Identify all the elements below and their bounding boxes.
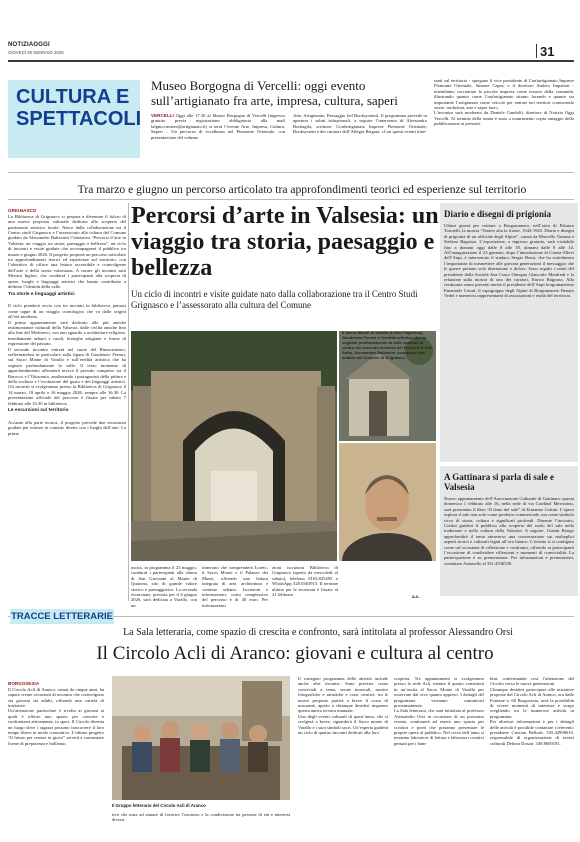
sidebar-prigionia	[440, 203, 578, 462]
circolo-subtitle: La Sala letteraria, come spazio di crescita e confronto, sarà intitolata al professor Alessandro Orsi	[123, 627, 513, 638]
sidebar-gattinara-body: Nuovo appuntamento dell’Associazione Culturale di Gattinara: questa domenica 1 febbraio alle 16, nella sede di via Cardinal Mercurino, sarà presentato il libro “Il dono del sale” di Ermanno Cottini. L’opera esplora il sale non solo come prodotto commerciale, ma come simbolo ricco di storia, cultura e significati profondi. Durante l’incontro, Cottini guiderà il pubblico alla scoperta del ruolo del sale nella tradizione e nella cultura della Valsesia. A seguire, Gianni Rongo approfondirà il tema attraverso una conversazione sui molteplici aspetti storici e culturali legati all’oro bianco. L’evento si si configura come un’occasione di riflessione e confronto, offrendo ai partecipanti l’occasione di condividere riflessioni e momenti di convivialità. La partecipazione è su prenotazione. Per informazioni e prenotazioni, contattare Antonello al 331.4536539.	[444, 496, 574, 566]
circolo-kicker: BORGOSESIA	[8, 681, 40, 687]
museo-kicker: VERCELLI	[151, 113, 174, 118]
column-rule	[128, 203, 129, 601]
main-strap: Tra marzo e giugno un percorso articolato tra approfondimenti teorici ed esperienze sul territorio	[77, 183, 527, 196]
issue-date: GIOVEDÌ 29 GENNAIO 2026	[8, 50, 64, 55]
main-left-p1: La Biblioteca di Grignasco si prepara a diventare il fulcro di una nuova proposta culturale dedicata alla scoperta del patrimonio artistico locale. Nasce dalla collaborazione tra il Centro studi Grignasco e l’assessorato alla cultura del Comune guidato da Alessandro Baltzarini l’iniziativa “Percorsi d’arte in Valsesia: un viaggio tra storia, paesaggio e bellezza”, un ciclo di incontri e visite guidate che accompagnerà il pubblico tra marzo e giugno 2026. Il progetto propone un percorso articolato tra approfondimenti teorici ed esperienze sul territorio, con l’obiettivo di offrire una lettura accessibile e coinvolgente dell’arte e della storia valsesiana. A curare gli incontri sarà Monica Ingleri, che condurrà i partecipanti alla scoperta di opere, luoghi e linguaggi artistici che hanno contribuito a definire l’identità della valle.	[8, 213, 126, 290]
masthead-title: NOTIZIAOGGI	[8, 42, 50, 48]
strap-rule	[8, 199, 574, 200]
page-number: 31	[540, 44, 555, 59]
main-bottom-col-3: zioni iscrizioni Biblioteca di Grignasco (aperta da mercoledì al sabato), telefono 0163.825495 o WhatsApp 328.0363915. Il termine ultimo per le iscrizioni è fissato al 21 febbraio.	[272, 565, 338, 598]
section-divider	[8, 172, 574, 173]
section-label-line1: CULTURA E	[16, 86, 130, 108]
main-bottom-col-1: uscita, in programma il 23 maggio, condurrà i partecipanti alla chiesa di San Giovanni al Monte di Quarona, sito di grande valore storico e paesaggistico. La seconda escursione, prevista per il 6 giugno 2026, sarà dedicata a Varallo, con un	[131, 565, 197, 608]
museo-col1-text: Oggi alle 17.30 al Museo Borgogna di Vercelli (ingresso gratuito previa registrazione obbligatoria alla mail lalgmcr.museo@artigianato.it) si terrà l’evento Arte, Impresa, Cultura, Saperi – Un percorso di eccellenza nel Piemonte Orientale, con presentazione del volume	[151, 113, 285, 140]
main-bottom-col-2: itinerario che comprenderà Loreto, il Sacro Monte e il Palazzo dei Musei, offrendo una lettura integrata di arte, architettura e contesto urbano. Iscrizioni e informazioni: costo complessivo del percorso è di 40 euro. Per informazioni	[202, 565, 268, 608]
museo-col-1	[151, 113, 285, 140]
circolo-col1-text: Il Circolo Acli di Aranco, ormai da cinque anni, ha saputo creare occasioni di incontro che coinvolgono sia giovani sia adulti, offrendo una varietà di iniziative. Un’attenzione particolare è rivolta ai giovani ai quali è offerto uno spazio per crescere e confrontarsi attivamente, in sport. Il Circolo diventa un luogo dove i ragazzi possono trascorrere il loro tempo libero in modo costruttivo. L’ultimo progetto “Il futuro per restare in gioco” servirà a contrastare forme di prepotenza e bullismo.	[8, 686, 104, 746]
header-rule	[8, 60, 574, 62]
museo-col-2: Arte, Artigianato, Paesaggio (ed Booksystem). Il programma prevede in apertura i saluti istituzionali, a seguire l’intervento di Alessandro Borbaglia, scrittore; Confartigianato Imprese Piemonte Orientale; Booksystem e dei curatori dell’Allegra Brigata. «Con questi eventi itine-	[293, 113, 427, 135]
circolo-col-4: scoperta. Tre appuntamenti si svolgeranno presso la sede Acli, mentre il quarto consisterà in un’uscita al Sacro Monte di Varallo per osservare dal vivo quanto appreso. I dettagli del programma verranno comunicati prossimamente. La Sala letteraria, che sarà intitolata al professor Alessandro Orsi in occasione di un prossimo evento, continuerà ad essere uno spazio per scrittori e poeti che potranno presentare le proprie opere al pubblico. Nel corso dell’anno si terranno laboratori di lettura e laboratori creativi pensati per i bam-	[394, 676, 484, 746]
circolo-col-2: tivo che mira ad aiutare di favorire l’incontro e la condivisione tra persone di età e interessi diversi.	[112, 812, 290, 823]
sidebar-prigionia-body: Ultimi giorni per visitare a Borgomanero, nell’atrio di Palazzo Tornielli, la mostra “Tenere alta la fronte. 1943-1945. Diario e disegni di prigionia di un ufficiale degli Alpini”, curata da Marcello Vanaria e Stefano Ragozza. L’esposizione, a ingresso gratuito, sarà visitabile fino a domani oggi dalle 8 alle 18, domani dalle 8 alle 14. All’inaugurazione il 23 gennaio, dopo l’introduzione di Cinzia Allevi dell’Anpi, è intervenuto il sindaco Sergio Bossi, che ha sottolineato l’importanza di trasmettere alle giovani generazioni il messaggio che le guerre portano solo distruzione e dolore. Sono seguiti i saluti del presidente della Società Ana Cusio Omegna Giancarlo Manfredi e la relazione sulla mostra di uno dei curatori, Enrico Ragozza. Alla cerimonia erano presenti anche il presidente dell’Anpi borgomanerese Emanuele Ceruti, il capogruppo degli Alpini di Borgomanero Renato Vedel e numerosi rappresentanti di associazioni e realtà del territorio.	[444, 223, 574, 299]
sacro-monte-photo	[131, 331, 337, 561]
sidebar-prigionia-title: Diario e disegni di prigionia	[444, 209, 552, 219]
main-left-column	[8, 203, 126, 603]
main-left-subhead-1: Tra storie e linguaggi artistici	[8, 291, 75, 297]
museo-headline: Museo Borgogna di Vercelli: oggi evento sull’artigianato fra arte, impresa, cultura, saperi	[151, 78, 398, 108]
main-left-p2: Il ciclo prenderà avvio con tre incontri in biblioteca, pensati come tappe di un viaggio cronologico che va dalle origini all’età moderna. Il primo appuntamento sarà dedicato alle più antiche testimonianze culturali della Valsesia, dalle civiltà antiche fino alla fine del Medioevo, con uno sguardo a architetture religiose, insediamenti urbani e rurali, botteghe artigiane e forme di espressione del passato. Il secondo incontro entrerà nel cuore del Rinascimento, soffermandosi in particolare sulla figura di Gaudenzio Ferrari, sul Sacro Monte di Varallo e sull’eredità artistica che ha segnato profondamente la valle. Il terzo momento di approfondimento affronterà invece il periodo compreso tra il Barocco e l’Ottocento, analizzando i protagonisti della pittura e della scultura e l’evoluzione del gusto e dei linguaggi artistici. Gli incontri si svolgeranno presso la Biblioteca di Grignasco il 14 marzo, 18 aprile e 16 maggio 2026, sempre alle 16.30. La presentazione ufficiale del percorso è fissata per sabato 7 febbraio alle 16.30 in biblioteca.	[8, 303, 126, 406]
sidebar-gattinara	[440, 466, 578, 596]
assessore-portrait	[339, 443, 436, 561]
section-label	[8, 80, 140, 158]
main-headline: Percorsi d’arte in Valsesia: un viaggio tra storia, paesaggio e bellezza	[131, 203, 439, 281]
tracce-letterarie-tag: TRACCE LETTERARIE	[11, 611, 113, 622]
sidebar-gattinara-title: A Gattinara si parla di sale e Valsesia	[444, 472, 554, 492]
portrait-illustration	[339, 443, 436, 561]
circolo-col-3: Il variegato programma delle attività include anche altri incontri: Sono previste come conviviali a tema, serate musicali, mostre fotografiche e artistiche e corsi creativi; tra le nuove proposte partirà a breve il corso di macramè, aperto a chiunque desideri imparare questa antica tecnica manuale. Uno degli eventi culturali di quest’anno, che si svolgerà a breve, riguarderà il Sacro monte di Varallo e i suoi simboli sacri. Un’esperta guiderà un ciclo di quattro incontri dedicati alla loro	[298, 676, 388, 736]
gruppo-photo-caption: Il Gruppo letterario del Circolo Acli di Aranco	[112, 803, 206, 808]
circolo-col-5: bini, confermando così l’attenzione del Circolo verso le nuove generazioni. Chiunque desideri partecipare alle iniziative proposte dal Circolo Acli di Aranco, ora dalle Fontane n. 60 Borgosesia, avrà la possibilità di vivere momenti di interesse e svago scegliendo tra le numerose attività in programma. Per ulteriori informazioni e per i dettagli delle attività è possibile contattare i referenti: presidente Cristian Bellotti: 335.42998610, responsabile di organizzazione di eventi culturali Debora Dosati: 349.8600181.	[490, 676, 574, 746]
sacro-monte-illustration	[131, 331, 337, 561]
photo-caption: Il Sacro Monte di Varallo (a lato l’ingresso), Gaudenzio Ferrari e l’eredità artistica che ha segnato profondamente la valle saranno al centro del secondo incontro dei Percorsi d’Arte. Sotto, Alessandro Baltzarini, assessore alla cultura del Comune di Grignasco	[342, 331, 434, 360]
section-label-line2: SPETTACOLI	[16, 108, 142, 130]
gruppo-letterario-photo	[112, 676, 290, 800]
main-subtitle: Un ciclo di incontri e visite guidate nato dalla collaborazione tra il Centro Studi Grignasco e l’assessorato alla cultura del Comune	[131, 289, 418, 310]
gruppo-illustration	[112, 676, 290, 800]
author-signature: a.c.	[412, 594, 420, 599]
circolo-headline: Il Circolo Acli di Aranco: giovani e cultura al centro	[96, 643, 494, 664]
museo-col-3: ranti sul territorio - spiegano il vice presidente di Confartigianato Imprese Piemonte Orientale, Simone Capra, e il direttore Amleto Impaloni - intendiamo raccontare la piccola impresa come tessuto della comunità, illustrando quanto come Confartigianato stiamo facendo e quanto sia importante l’artigianato come veicolo per entrare nei territori conoscendo storie, tradizioni, arte e saper fare». L’incontro sarà moderato da Daniele Gandolfi, direttore di Notizia Oggi Vercelli. Al termine della serata è stato a esaurimento copia omaggio della pubblicazione ai presenti.	[434, 78, 574, 127]
main-left-subhead-2: Le escursioni sul territorio	[8, 408, 69, 414]
main-kicker: GRIGNASCO	[8, 208, 37, 214]
circolo-col-1	[8, 676, 104, 746]
main-left-p3: Accanto alla parte teorica, il progetto prevede due escursioni guidate per entrare in contatto diretto con i luoghi dell’arte. La prima	[8, 419, 126, 436]
header-divider	[536, 44, 537, 58]
